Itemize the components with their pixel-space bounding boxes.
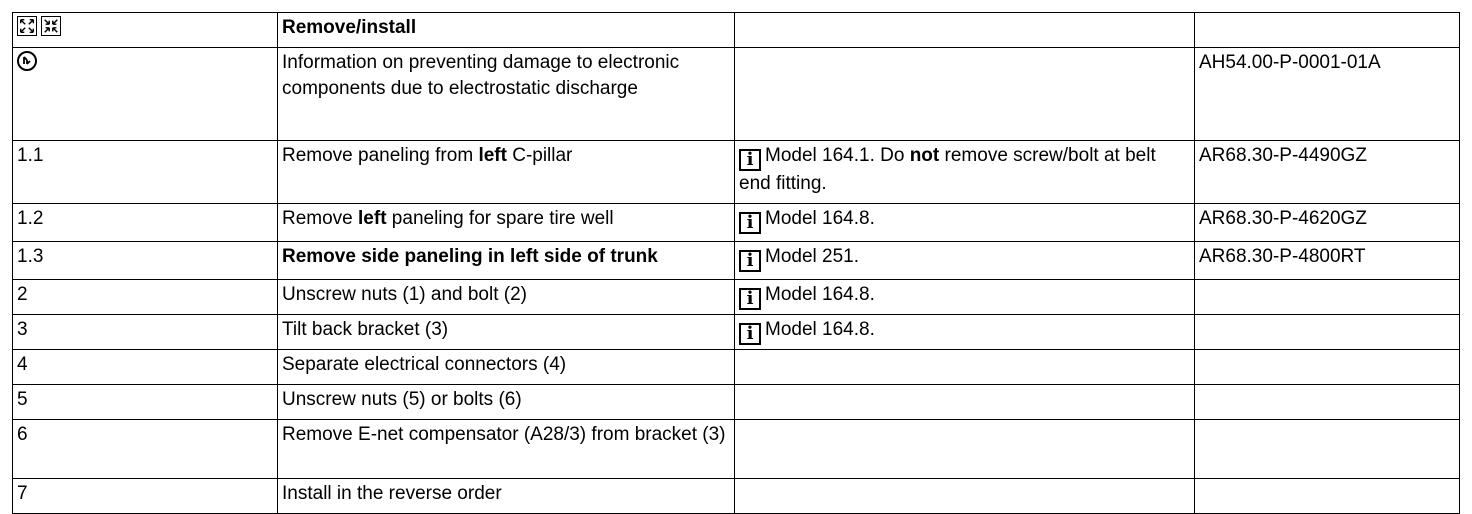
esd-warning-icon: [17, 51, 37, 71]
note-pre: Model 251.: [765, 246, 860, 267]
step-ref-link: [1195, 420, 1460, 479]
step-action: [278, 420, 735, 479]
step-action: [278, 385, 735, 420]
action-pre: Separate electrical connectors (4): [282, 354, 567, 375]
action-pre: Remove E-net compensator (A28/3) from bracket (3): [282, 424, 726, 445]
step-note: [735, 315, 1195, 350]
step-action: [278, 242, 735, 280]
step-number: 7: [13, 479, 278, 514]
header-icons-cell: [13, 13, 278, 48]
step-action: [278, 315, 735, 350]
action-pre: Remove paneling from: [282, 145, 479, 166]
note-pre: Model 164.8.: [765, 284, 875, 305]
step-row: [13, 204, 1460, 242]
action-post: paneling for spare tire well: [386, 208, 614, 229]
header-row: [13, 13, 1460, 48]
step-ref-link[interactable]: AR68.30-P-4800RT: [1195, 242, 1460, 280]
step-number: 5: [13, 385, 278, 420]
step-action: [278, 350, 735, 385]
step-note: [735, 242, 1195, 280]
step-row: [13, 420, 1460, 479]
note-pre: Model 164.1. Do: [765, 145, 910, 166]
step-row: [13, 280, 1460, 315]
step-row: [13, 141, 1460, 204]
note-post: remove screw/bolt at belt end fitting.: [739, 145, 1156, 194]
step-ref-link: [1195, 280, 1460, 315]
step-ref-link: [1195, 479, 1460, 514]
action-pre: Tilt back bracket (3): [282, 319, 449, 340]
step-note: [735, 280, 1195, 315]
action-pre: Remove: [282, 208, 359, 229]
action-pre: Install in the reverse order: [282, 483, 502, 504]
step-row: [13, 242, 1460, 280]
step-note: [735, 141, 1195, 204]
esd-ref-link[interactable]: AH54.00-P-0001-01A: [1195, 48, 1460, 141]
action-pre: Unscrew nuts (1) and bolt (2): [282, 284, 527, 305]
step-note: [735, 420, 1195, 479]
step-number: 2: [13, 280, 278, 315]
info-icon: i: [739, 323, 761, 345]
step-ref-link: [1195, 350, 1460, 385]
step-number: 1.3: [13, 242, 278, 280]
step-action: [278, 280, 735, 315]
remove-icon: [17, 16, 37, 36]
note-pre: Model 164.8.: [765, 208, 875, 229]
info-icon: i: [739, 250, 761, 272]
step-note: [735, 479, 1195, 514]
step-number: 1.1: [13, 141, 278, 204]
action-pre: Unscrew nuts (5) or bolts (6): [282, 389, 522, 410]
step-action: [278, 141, 735, 204]
step-action: [278, 479, 735, 514]
header-note-cell: [735, 13, 1195, 48]
procedure-table: [12, 12, 1460, 514]
step-ref-link[interactable]: AR68.30-P-4490GZ: [1195, 141, 1460, 204]
step-row: [13, 350, 1460, 385]
step-row: [13, 385, 1460, 420]
esd-icon-cell: [13, 48, 278, 141]
header-ref-cell: [1195, 13, 1460, 48]
note-bold: not: [909, 145, 940, 166]
step-ref-link: [1195, 315, 1460, 350]
step-ref-link[interactable]: AR68.30-P-4620GZ: [1195, 204, 1460, 242]
action-bold: left: [358, 208, 387, 229]
step-row: [13, 315, 1460, 350]
esd-text: Information on preventing damage to electronic components due to electrostatic discharge: [278, 48, 735, 141]
info-icon: i: [739, 212, 761, 234]
note-pre: Model 164.8.: [765, 319, 875, 340]
step-note: [735, 350, 1195, 385]
step-note: [735, 385, 1195, 420]
install-icon: [41, 16, 61, 36]
step-action: [278, 204, 735, 242]
info-icon: i: [739, 288, 761, 310]
step-number: 1.2: [13, 204, 278, 242]
step-ref-link: [1195, 385, 1460, 420]
step-note: [735, 204, 1195, 242]
step-number: 3: [13, 315, 278, 350]
action-bold: left: [478, 145, 507, 166]
header-title: Remove/install: [278, 13, 735, 48]
esd-row: [13, 48, 1460, 141]
action-bold: Remove side paneling in left side of trunk: [282, 246, 658, 267]
step-row: [13, 479, 1460, 514]
info-icon: i: [739, 149, 761, 171]
step-number: 4: [13, 350, 278, 385]
action-post: C-pillar: [506, 145, 573, 166]
step-number: 6: [13, 420, 278, 479]
esd-note-cell: [735, 48, 1195, 141]
